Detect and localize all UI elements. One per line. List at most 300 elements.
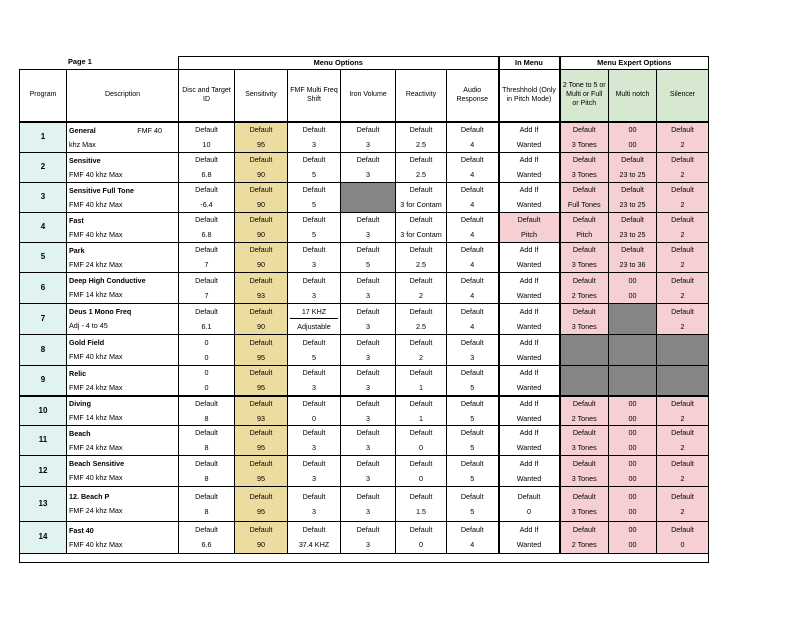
cell-value: 5: [366, 260, 370, 269]
program-description: [67, 334, 179, 365]
cell-value: 90: [257, 260, 265, 269]
cell-iron-volume: [341, 152, 396, 182]
program-description: [67, 455, 179, 486]
program-title: Sensitive Full Tone: [69, 185, 134, 195]
cell-value: 00: [628, 473, 637, 483]
cell-iron-volume: [341, 334, 396, 365]
cell-tone: [560, 212, 609, 242]
cell-default: 00: [628, 428, 637, 437]
cell-fmf-shift: [288, 455, 341, 486]
cell-value: 5: [312, 200, 316, 209]
cell-default: Add If: [519, 155, 539, 164]
header-tone: 2 Tone to 5 or Multi or Full or Pitch: [560, 70, 609, 123]
cell-multi-notch: [609, 152, 657, 182]
program-description: [67, 182, 179, 212]
cell-default: Add If: [519, 525, 539, 534]
program-number: 6: [20, 272, 67, 303]
cell-default: Default: [671, 525, 694, 534]
cell-audio-response: [447, 334, 499, 365]
cell-audio-response: [447, 272, 499, 303]
cell-iron-volume: [341, 486, 396, 521]
cell-value: 2 Tones: [571, 540, 597, 549]
cell-threshold: [499, 242, 560, 272]
cell-default: Default: [409, 428, 433, 437]
cell-threshold: [499, 334, 560, 365]
cell-fmf-shift: [288, 425, 341, 455]
cell-default: Default: [249, 155, 273, 164]
cell-default: Default: [356, 458, 380, 468]
cell-threshold: [499, 122, 560, 152]
header-silencer: Silencer: [657, 70, 709, 123]
cell-audio-response: [447, 122, 499, 152]
cell-default: Default: [572, 398, 596, 408]
cell-default: Add If: [519, 398, 539, 408]
program-subtitle: FMF 40 khz Max: [69, 199, 123, 209]
cell-default: Default: [671, 245, 694, 254]
cell-fmf-shift: [288, 521, 341, 553]
cell-default: Default: [356, 275, 380, 285]
program-subtitle: FMF 14 khz Max: [69, 413, 123, 423]
cell-fmf-shift: [288, 396, 341, 425]
cell-silencer: [657, 272, 709, 303]
cell-value: 2: [680, 321, 685, 331]
cell-default: Add If: [519, 275, 539, 285]
program-title: Beach Sensitive: [69, 459, 125, 468]
cell-value: 3: [312, 443, 316, 452]
cell-default: Default: [409, 337, 433, 347]
program-number: 1: [20, 122, 67, 152]
cell-default: Default: [302, 368, 326, 378]
cell-default: Default: [356, 125, 380, 135]
cell-value: Wanted: [516, 260, 542, 269]
cell-disc: [179, 122, 235, 152]
cell-default: Default: [356, 368, 380, 378]
cell-default: Add If: [519, 306, 539, 316]
cell-default: Default: [195, 428, 218, 437]
cell-value: 5: [470, 383, 475, 393]
cell-value: 95: [257, 352, 265, 362]
cell-default: Default: [621, 155, 644, 164]
cell-value: 3: [366, 290, 370, 300]
cell-value: 8: [204, 506, 209, 516]
cell-default: Default: [195, 458, 218, 468]
cell-default: Add If: [519, 458, 539, 468]
cell-default: Default: [302, 275, 326, 285]
cell-threshold: [499, 425, 560, 455]
cell-default: Default: [302, 458, 326, 468]
program-subtitle: khz Max: [69, 139, 96, 149]
cell-default: Default: [460, 368, 484, 378]
cell-value: 2: [680, 443, 685, 452]
cell-disc: [179, 152, 235, 182]
header-reactivity: Reactivity: [396, 70, 447, 123]
cell-value: 3: [312, 506, 316, 516]
cell-tone: [560, 303, 609, 334]
cell-audio-response: [447, 152, 499, 182]
cell-value: Wanted: [516, 473, 542, 483]
cell-default: Add If: [519, 125, 539, 135]
cell-value: 1: [419, 413, 423, 423]
cell-value: 4: [470, 290, 475, 300]
cell-value: 4: [470, 140, 475, 150]
cell-silencer: [657, 455, 709, 486]
cell-value: 4: [470, 200, 475, 209]
cell-iron-volume: [341, 272, 396, 303]
header-sensitivity: Sensitivity: [235, 70, 288, 123]
cell-value: 00: [628, 140, 637, 150]
cell-reactivity: [396, 272, 447, 303]
cell-value: 00: [628, 290, 637, 300]
program-number: 10: [20, 396, 67, 425]
cell-default: Default: [409, 155, 433, 164]
cell-disc: [179, 334, 235, 365]
program-description: [67, 212, 179, 242]
cell-value: 2: [680, 260, 685, 269]
cell-default: Default: [460, 337, 484, 347]
cell-value: 93: [257, 290, 265, 300]
cell-default: Default: [517, 215, 541, 224]
cell-value: 2.5: [416, 260, 426, 269]
cell-value: 0: [419, 540, 423, 549]
cell-value: 37.4 KHZ: [298, 540, 330, 549]
cell-value: 90: [257, 230, 265, 239]
cell-sensitivity: [235, 365, 288, 396]
cell-audio-response: [447, 521, 499, 553]
cell-iron-volume: [341, 425, 396, 455]
cell-value: Wanted: [516, 352, 542, 362]
cell-multi-notch: [609, 303, 657, 334]
program-subtitle: FMF 40 khz Max: [69, 352, 123, 361]
program-title: Park: [69, 245, 85, 255]
program-number: 14: [20, 521, 67, 553]
cell-silencer: [657, 152, 709, 182]
cell-default: Default: [460, 275, 484, 285]
cell-value: 5: [470, 413, 475, 423]
cell-value: 90: [257, 170, 265, 179]
program-subtitle: FMF 24 khz Max: [69, 506, 123, 515]
header-threshold: Threshhold (Only in Pitch Mode): [499, 70, 560, 123]
cell-default: Default: [460, 125, 484, 135]
cell-sensitivity: [235, 272, 288, 303]
cell-default: Default: [572, 306, 596, 316]
cell-default: Default: [195, 306, 218, 316]
cell-value: 3: [312, 290, 316, 300]
cell-default: Default: [302, 155, 326, 164]
cell-fmf-shift: [288, 212, 341, 242]
header-fmf-shift: FMF Multi Freq Shift: [288, 70, 341, 123]
cell-default: 00: [628, 398, 637, 408]
program-description: [67, 396, 179, 425]
cell-sensitivity: [235, 152, 288, 182]
cell-default: Default: [356, 215, 380, 224]
cell-disc: [179, 303, 235, 334]
cell-tone: [560, 334, 609, 365]
cell-fmf-shift: [288, 365, 341, 396]
cell-value: 3 Tones: [571, 443, 597, 452]
cell-iron-volume: [341, 455, 396, 486]
cell-value: 3: [470, 352, 475, 362]
cell-default: Default: [249, 337, 273, 347]
cell-value: Wanted: [516, 170, 542, 179]
table-row: [20, 152, 709, 182]
cell-default: Default: [356, 525, 380, 534]
cell-default: Default: [460, 245, 484, 254]
cell-default: Default: [572, 245, 596, 254]
cell-default: Default: [409, 125, 433, 135]
table-row: [20, 242, 709, 272]
cell-fmf-shift: [288, 242, 341, 272]
cell-default: Default: [621, 245, 644, 254]
cell-default: Default: [409, 491, 433, 501]
cell-sensitivity: [235, 521, 288, 553]
cell-default: Default: [249, 428, 273, 437]
cell-default: Default: [409, 185, 433, 194]
cell-value: 2: [680, 230, 685, 239]
cell-value: 23 to 25: [619, 230, 646, 239]
cell-value: 23 to 25: [619, 170, 646, 179]
cell-sensitivity: [235, 122, 288, 152]
cell-value: Wanted: [516, 443, 542, 452]
cell-audio-response: [447, 365, 499, 396]
cell-disc: [179, 365, 235, 396]
cell-fmf-shift: [288, 182, 341, 212]
cell-default: Default: [460, 398, 484, 408]
cell-default: Default: [572, 185, 596, 194]
program-title: Fast: [69, 215, 84, 225]
cell-reactivity: [396, 365, 447, 396]
cell-tone: [560, 152, 609, 182]
header-audio-response: Audio Response: [447, 70, 499, 123]
cell-value: 0: [204, 383, 209, 393]
cell-sensitivity: [235, 396, 288, 425]
cell-silencer: [657, 486, 709, 521]
program-title: Deus 1 Mono Freq: [69, 307, 132, 316]
program-table: [19, 56, 709, 563]
cell-threshold: [499, 272, 560, 303]
cell-reactivity: [396, 425, 447, 455]
cell-value: 3: [312, 140, 316, 150]
cell-default: Default: [356, 337, 380, 347]
cell-iron-volume: [341, 396, 396, 425]
cell-value: 2: [680, 200, 685, 209]
cell-default: Default: [460, 155, 484, 164]
cell-value: 4: [470, 170, 475, 179]
cell-fmf-shift: [288, 334, 341, 365]
cell-multi-notch: [609, 122, 657, 152]
cell-reactivity: [396, 303, 447, 334]
cell-threshold: [499, 182, 560, 212]
cell-silencer: [657, 303, 709, 334]
cell-tone: [560, 365, 609, 396]
cell-tone: [560, 122, 609, 152]
header-program: Program: [20, 70, 67, 123]
cell-value: 23 to 25: [619, 200, 646, 209]
group-menu-expert: Menu Expert Options: [560, 57, 709, 70]
cell-default: Default: [572, 458, 596, 468]
cell-default: Add If: [519, 245, 539, 254]
cell-default: Default: [249, 491, 273, 501]
cell-value: 3: [366, 413, 370, 423]
cell-default: Default: [195, 215, 218, 224]
cell-tone: [560, 396, 609, 425]
cell-value: 0: [312, 413, 316, 423]
cell-multi-notch: [609, 182, 657, 212]
cell-silencer: [657, 212, 709, 242]
program-number: 9: [20, 365, 67, 396]
cell-reactivity: [396, 455, 447, 486]
program-title: Deep High Conductive: [69, 276, 146, 285]
cell-default: Default: [249, 525, 273, 534]
cell-value: Wanted: [516, 200, 542, 209]
cell-multi-notch: [609, 212, 657, 242]
cell-value: 4: [470, 260, 475, 269]
cell-default: Default: [572, 125, 596, 135]
program-number: 3: [20, 182, 67, 212]
cell-silencer: [657, 334, 709, 365]
cell-default: Default: [249, 458, 273, 468]
program-subtitle: FMF 40 khz Max: [69, 539, 123, 549]
cell-default: Default: [356, 428, 380, 437]
cell-default: Default: [409, 368, 433, 378]
cell-value: 4: [470, 540, 475, 549]
cell-value: 3: [366, 321, 370, 331]
cell-default: Default: [572, 275, 596, 285]
cell-threshold: [499, 396, 560, 425]
cell-value: 2: [680, 140, 685, 150]
cell-default: Add If: [519, 337, 539, 347]
cell-value: Wanted: [516, 540, 542, 549]
cell-disc: [179, 212, 235, 242]
cell-tone: [560, 425, 609, 455]
cell-default: Default: [671, 306, 694, 316]
cell-value: 2 Tones: [571, 413, 597, 423]
program-description: [67, 152, 179, 182]
cell-value: 5: [312, 170, 316, 179]
table-row: [20, 455, 709, 486]
cell-default: 0: [204, 368, 209, 378]
program-rows: [20, 122, 709, 553]
program-title: Diving: [69, 399, 91, 409]
cell-threshold: [499, 152, 560, 182]
cell-value: 2.5: [416, 140, 426, 150]
cell-default: Default: [302, 525, 326, 534]
cell-default: Default: [460, 215, 484, 224]
cell-value: 3 Tones: [571, 170, 597, 179]
table-row: [20, 334, 709, 365]
cell-value: 5: [470, 506, 475, 516]
cell-default: Add If: [519, 428, 539, 437]
cell-default: Default: [195, 275, 218, 285]
cell-default: Default: [195, 185, 218, 194]
cell-value: 3: [366, 383, 370, 393]
cell-multi-notch: [609, 396, 657, 425]
cell-value: 2: [680, 170, 685, 179]
cell-default: 00: [628, 525, 637, 534]
cell-sensitivity: [235, 182, 288, 212]
cell-value: 4: [470, 321, 475, 331]
cell-audio-response: [447, 303, 499, 334]
cell-value: 0: [419, 473, 423, 483]
cell-value: 3 Tones: [571, 506, 597, 516]
program-number: 11: [20, 425, 67, 455]
cell-value: 3: [312, 473, 316, 483]
cell-silencer: [657, 122, 709, 152]
cell-default: Default: [249, 125, 273, 135]
cell-value: 3: [366, 443, 370, 452]
cell-threshold: [499, 212, 560, 242]
cell-audio-response: [447, 486, 499, 521]
table-row: [20, 425, 709, 455]
cell-default: Default: [671, 398, 694, 408]
cell-reactivity: [396, 152, 447, 182]
program-description: [67, 486, 179, 521]
cell-value: 93: [257, 413, 265, 423]
cell-default: Default: [460, 185, 484, 194]
cell-value: 3: [312, 260, 316, 269]
table-row: [20, 521, 709, 553]
program-number: 13: [20, 486, 67, 521]
cell-threshold: [499, 521, 560, 553]
cell-default: Default: [409, 398, 433, 408]
cell-value: 90: [257, 540, 265, 549]
cell-value: Pitch: [576, 230, 593, 239]
cell-disc: [179, 242, 235, 272]
program-subtitle: Adj - 4 to 45: [69, 321, 108, 330]
program-subtitle: FMF 14 khz Max: [69, 290, 123, 299]
cell-default: Default: [409, 215, 433, 224]
cell-value: 5: [312, 230, 316, 239]
cell-value: 23 to 36: [619, 260, 646, 269]
program-description: [67, 365, 179, 396]
cell-default: Default: [572, 428, 596, 437]
cell-value: 90: [257, 321, 265, 331]
cell-threshold: [499, 486, 560, 521]
cell-multi-notch: [609, 455, 657, 486]
cell-default: Default: [249, 275, 273, 285]
cell-silencer: [657, 242, 709, 272]
cell-default: Default: [195, 245, 218, 254]
header-disc: Disc and Target ID: [179, 70, 235, 123]
cell-value: 2.5: [416, 321, 426, 331]
program-title: Fast 40: [69, 525, 94, 535]
cell-default: Default: [356, 245, 380, 254]
cell-value: 3 Tones: [571, 473, 597, 483]
cell-value: Wanted: [516, 413, 542, 423]
cell-default: Default: [572, 215, 596, 224]
cell-disc: [179, 425, 235, 455]
cell-value: 95: [257, 140, 265, 150]
cell-value: 00: [628, 540, 637, 549]
cell-value: 0: [204, 352, 209, 362]
cell-default: Default: [356, 398, 380, 408]
program-number: 5: [20, 242, 67, 272]
table-row: [20, 212, 709, 242]
cell-silencer: [657, 521, 709, 553]
cell-disc: [179, 455, 235, 486]
cell-reactivity: [396, 182, 447, 212]
cell-value: 3: [312, 383, 316, 393]
cell-value: 6.8: [201, 170, 212, 179]
cell-default: Default: [249, 368, 273, 378]
cell-default: Default: [572, 155, 596, 164]
group-header-row: [20, 57, 709, 70]
cell-reactivity: [396, 486, 447, 521]
cell-value: Wanted: [516, 140, 542, 150]
cell-value: 95: [257, 473, 265, 483]
cell-iron-volume: [341, 122, 396, 152]
cell-default: Default: [409, 525, 433, 534]
program-title: General: [69, 125, 96, 135]
